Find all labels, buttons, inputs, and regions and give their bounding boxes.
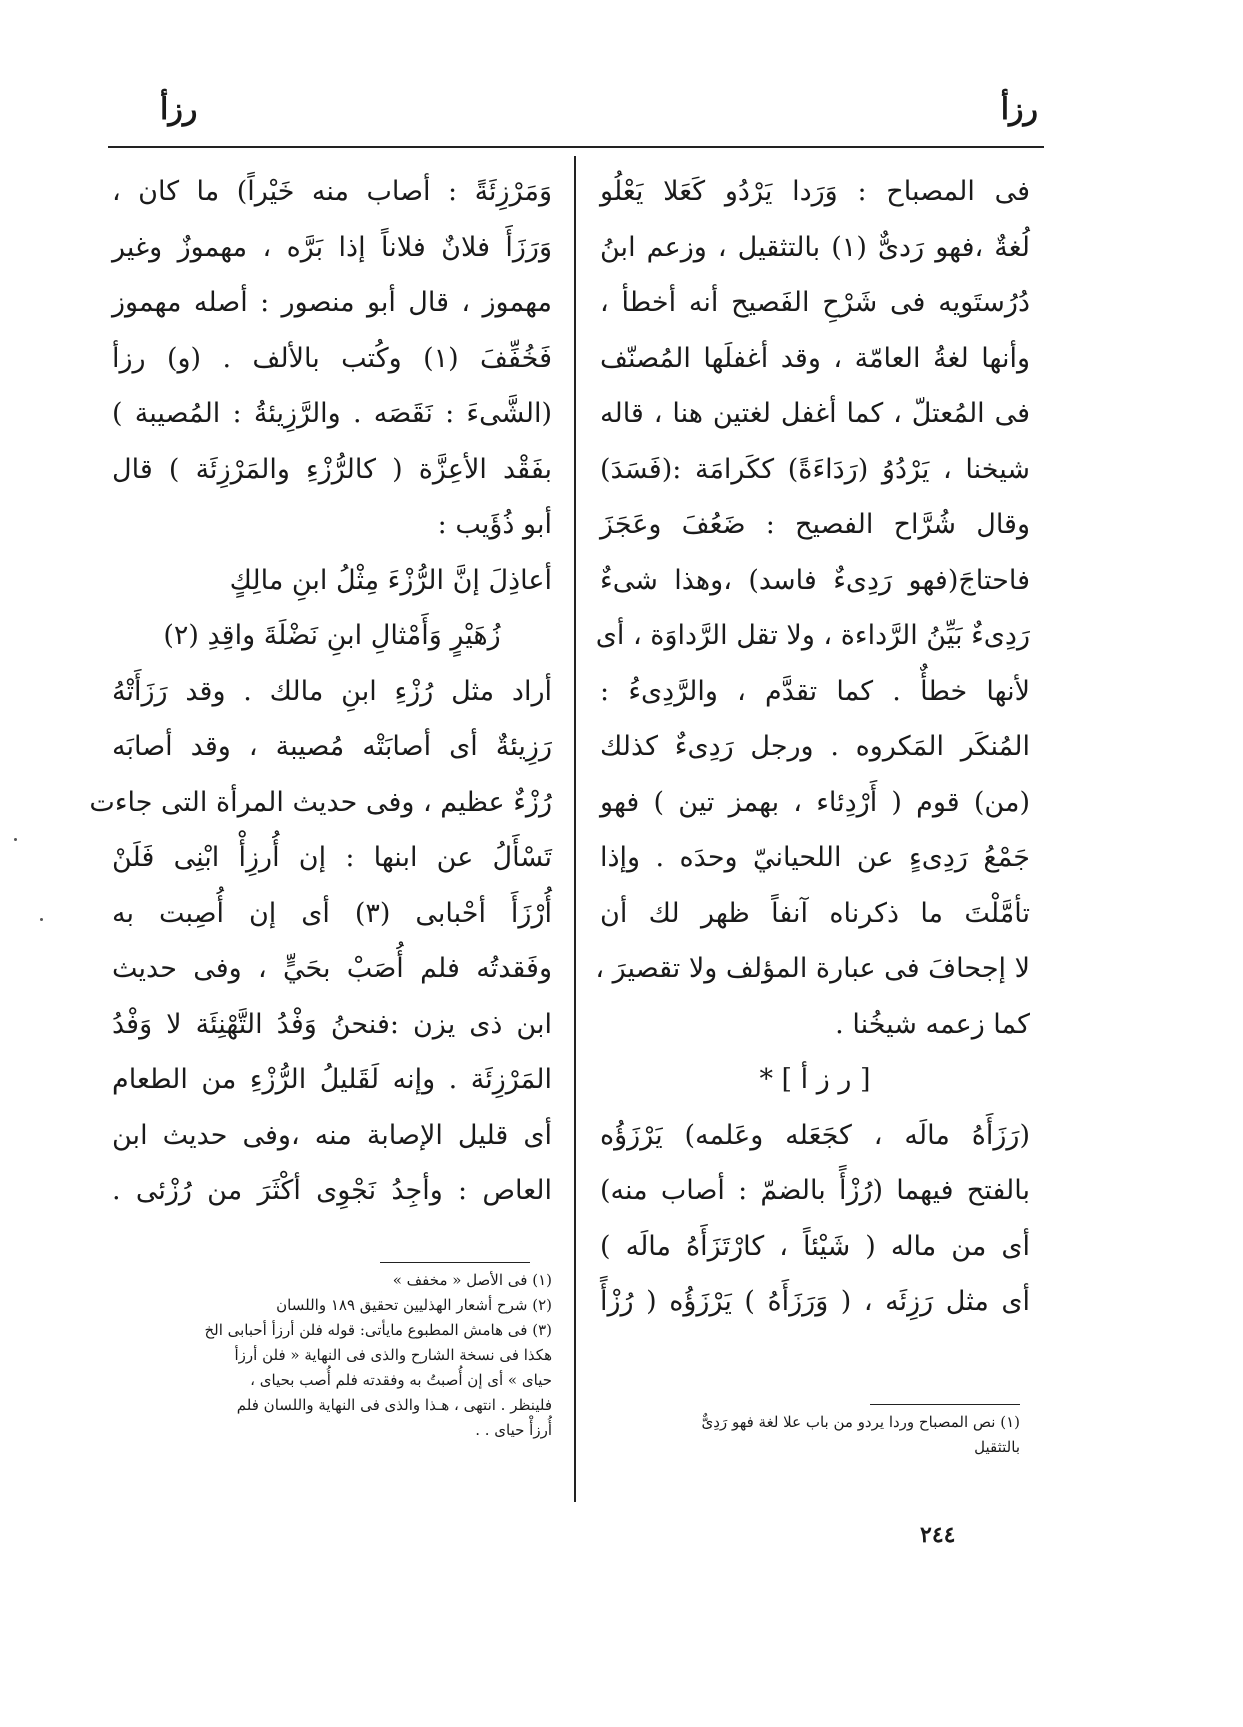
text-line: أى من ماله ( شَيْئاً ، كارْتَزَأَهُ مالَه ) xyxy=(600,1230,1030,1262)
text-line: المَرْزِئَة . وإنه لَقَليلُ الرُّزْءِ من الطعام xyxy=(112,1064,552,1095)
text-line: شيخنا ، يَرْدُوُ (رَدَاءَةً) ككَرامَة :(فَسَدَ) xyxy=(600,453,1030,485)
text-line: وفَقدتُه فلم أُصَبْ بحَيٍّ ، وفى حديث xyxy=(112,953,552,984)
text-line: أى مثل رَزِئَه ، ( وَرَزَأَهُ ) يَرْزَؤُه ( رُزْأً xyxy=(600,1286,1030,1317)
entry-heading: [ ر ز أ ] * xyxy=(759,1064,871,1095)
text-line: أُرْزَأَ أحْبابى (٣) أى إن أُصِبت به xyxy=(112,897,552,929)
footnotes-right xyxy=(600,1410,1020,1460)
footnote: (٢) شرح أشعار الهذليين تحقيق ١٨٩ واللسان xyxy=(276,1296,552,1314)
left-column xyxy=(89,164,552,1219)
text-line: ابن ذى يزن :فنحنُ وَفْدُ التَّهْنِئَة لا وَفْدُ xyxy=(112,1008,552,1040)
text-line: دُرُستَويه فى شَرْحِ الفَصيح أنه أخطأ ، xyxy=(600,287,1030,318)
text-line: تأمَّلْتَ ما ذكرناه آنفاً ظهر لك أن xyxy=(600,897,1030,929)
text-line: (رَزَأَهُ مالَه ، كجَعَله وعَلمه) يَرْزَؤُه xyxy=(600,1119,1030,1151)
text-line: رُزْءٌ عظيم ، وفى حديث المرأة التى جاءت xyxy=(89,786,552,818)
footnote-rule-left xyxy=(380,1262,530,1263)
text-line: أراد مثل رُزْءِ ابنِ مالك . وقد رَزَأَتْهُ xyxy=(112,675,552,707)
text-line: (من) قوم ( أَرْدِئاء ، بهمز تين ) فهو xyxy=(600,786,1030,818)
text-line: فاحتاجَ(فهو رَدِىءٌ فاسد) ،وهذا شىءٌ xyxy=(600,564,1030,596)
text-line: مهموز ، قال أبو منصور : أصله مهموز xyxy=(112,287,552,318)
footnote: هكذا فى نسخة الشارح والذى فى النهاية « فلن أرزأ xyxy=(234,1346,552,1364)
text-line: العاص : وأجِدُ نَجْوِى أكْثَرَ من رُزْئى . xyxy=(112,1175,552,1206)
text-line: لأنها خطأٌ . كما تقدَّم ، والرَّدِىءُ : xyxy=(600,675,1030,707)
text-line: وأنها لغةُ العامّة ، وقد أغفلَها المُصنّف xyxy=(600,342,1030,374)
verse-line: أعاذِلَ إنَّ الرُّزْءَ مِثْلُ ابنِ مالِكٍ xyxy=(229,564,552,596)
page-number: ٢٤٤ xyxy=(920,1522,956,1548)
scan-speck xyxy=(40,918,43,921)
footnotes-left xyxy=(204,1268,552,1443)
footnote: بالتثقيل xyxy=(974,1438,1020,1456)
text-line: لُغةٌ ،فهو رَدىٌّ (١) بالتثقيل ، وزعم ابنُ xyxy=(600,231,1031,263)
footnote-rule-right xyxy=(870,1404,1020,1405)
text-line: فَخُفِّفَ (١) وكُتب بالألف . (و) رزأ xyxy=(112,342,552,374)
text-line: فى المُعتلّ ، كما أغفل لغتين هنا ، قاله xyxy=(600,398,1030,429)
header-rule xyxy=(108,146,1044,148)
text-line: أى قليل الإصابة منه ،وفى حديث ابن xyxy=(112,1119,552,1151)
text-line: وَمَرْزِئَةً : أصاب منه خَيْراً) ما كان ، xyxy=(112,176,552,207)
right-column xyxy=(595,164,1031,1330)
footnote: (١) فى الأصل « مخفف » xyxy=(392,1271,552,1289)
text-line: جَمْعُ رَدِىءٍ عن اللحيانيّ وحدَه . وإذا xyxy=(600,842,1030,873)
verse-line: زُهَيْرٍ وَأَمْثالِ ابنِ نَضْلَةَ واقِدِ (٢) xyxy=(163,620,501,651)
footnote: فلينظر . انتهى ، هـذا والذى فى النهاية واللسان فلم xyxy=(236,1396,552,1414)
column-divider xyxy=(574,156,576,1502)
text-line: أبو ذُؤَيب : xyxy=(437,509,552,540)
text-line: تَسْأَلُ عن ابنها : إن أُرزِأْ ابْنِى فَلَنْ xyxy=(112,842,552,873)
footnote: أُرزأْ حياى . . xyxy=(475,1421,552,1439)
text-line: لا إجحافَ فى عبارة المؤلف ولا تقصيرَ ، xyxy=(595,953,1030,984)
running-header-right: رزأ xyxy=(1000,92,1038,127)
footnote: (١) نص المصباح وردا يردو من باب علا لغة فهو رَدِىٌّ xyxy=(701,1413,1020,1431)
text-line: وقال شُرَّاح الفصيح : ضَعُفَ وعَجَزَ xyxy=(600,509,1030,540)
footnote: حياى » أى إن أُصبتُ به وفقدته فلم أُصب بحياى ، xyxy=(250,1371,552,1389)
scan-speck xyxy=(14,838,17,841)
text-line: بفَقْد الأعِزَّة ( كالرُّزْءِ والمَرْزِئَة ) قال xyxy=(112,453,552,485)
text-line: المُنكَر المَكروه . ورجل رَدِىءٌ كذلك xyxy=(600,731,1030,762)
text-line: وَرَزَأَ فلانٌ فلاناً إذا بَرَّه ، مهموزٌ وغير xyxy=(112,231,552,263)
text-line: فى المصباح : وَرَدا يَرْدُو كَعَلا يَعْلُو xyxy=(600,176,1030,207)
text-line: بالفتح فيهما (رُزْأً بالضمّ : أصاب منه) xyxy=(600,1175,1030,1206)
text-line: رَزِيئةٌ أى أصابَتْه مُصيبة ، وقد أصابَه xyxy=(112,731,552,762)
text-line: رَدِىءٌ بَيِّنُ الرَّداءة ، ولا تقل الرَّداوَة ، أى xyxy=(595,620,1030,651)
text-line: كما زعمه شيخُنا . xyxy=(835,1008,1030,1040)
footnote: (٣) فى هامش المطبوع مايأتى: قوله فلن أرزأ أحبابى الخ xyxy=(204,1321,552,1339)
text-line: (الشَّىءَ : نَقَصَه . والرَّزِيئةُ : المُصيبة ) xyxy=(112,398,552,429)
running-header-left: رزأ xyxy=(160,92,198,127)
